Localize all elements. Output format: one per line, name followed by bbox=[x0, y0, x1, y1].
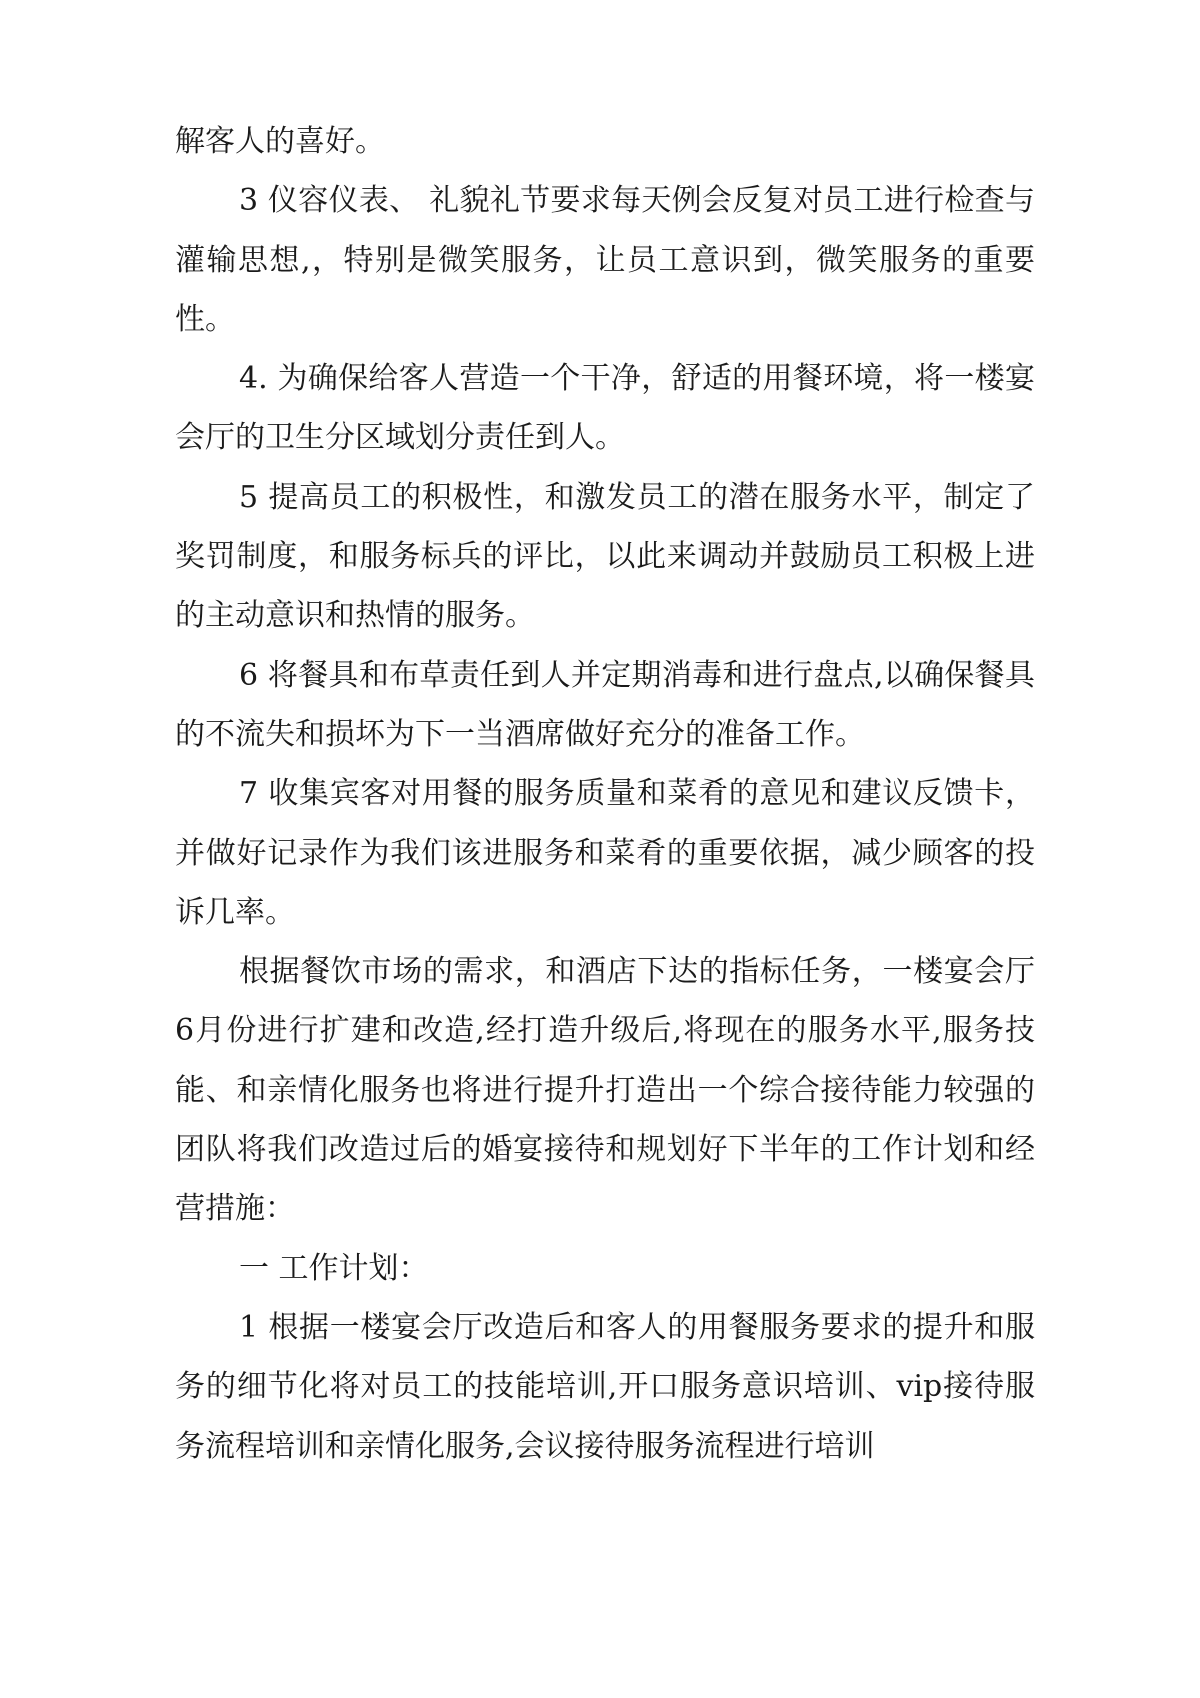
document-body bbox=[175, 112, 1035, 1476]
paragraph-plan-item-1: 1 根据一楼宴会厅改造后和客人的用餐服务要求的提升和服务的细节化将对员工的技能培训,开口服务意识培训、vip接待服务流程培训和亲情化服务,会议接待服务流程进行培训 bbox=[175, 1309, 1035, 1464]
paragraph-item-6: 6 将餐具和布草责任到人并定期消毒和进行盘点,以确保餐具的不流失和损坏为下一当酒席做好充分的准备工作。 bbox=[175, 657, 1035, 752]
paragraph-continuation: 解客人的喜好。 bbox=[175, 124, 385, 159]
section-heading-work-plan: 一 工作计划： bbox=[239, 1250, 429, 1286]
paragraph-item-4: 4. 为确保给客人营造一个干净，舒适的用餐环境，将一楼宴会厅的卫生分区域划分责任到人。 bbox=[175, 361, 1035, 456]
paragraph-plan-intro: 根据餐饮市场的需求，和酒店下达的指标任务，一楼宴会厅6月份进行扩建和改造,经打造升级后,将现在的服务水平,服务技能、和亲情化服务也将进行提升打造出一个综合接待能力较强的团队将我们改造过后的婚宴接待和规划好下半年的工作计划和经营措施： bbox=[175, 954, 1035, 1227]
paragraph-item-7: 7 收集宾客对用餐的服务质量和菜肴的意见和建议反馈卡，并做好记录作为我们该进服务和菜肴的重要依据，减少顾客的投诉几率。 bbox=[175, 776, 1035, 930]
paragraph-item-5: 5 提高员工的积极性，和激发员工的潜在服务水平，制定了奖罚制度，和服务标兵的评比，以此来调动并鼓励员工积极上进的主动意识和热情的服务。 bbox=[175, 479, 1035, 634]
paragraph-item-3: 3 仪容仪表、 礼貌礼节要求每天例会反复对员工进行检查与灌输思想,，特别是微笑服务，让员工意识到，微笑服务的重要性。 bbox=[175, 183, 1035, 337]
